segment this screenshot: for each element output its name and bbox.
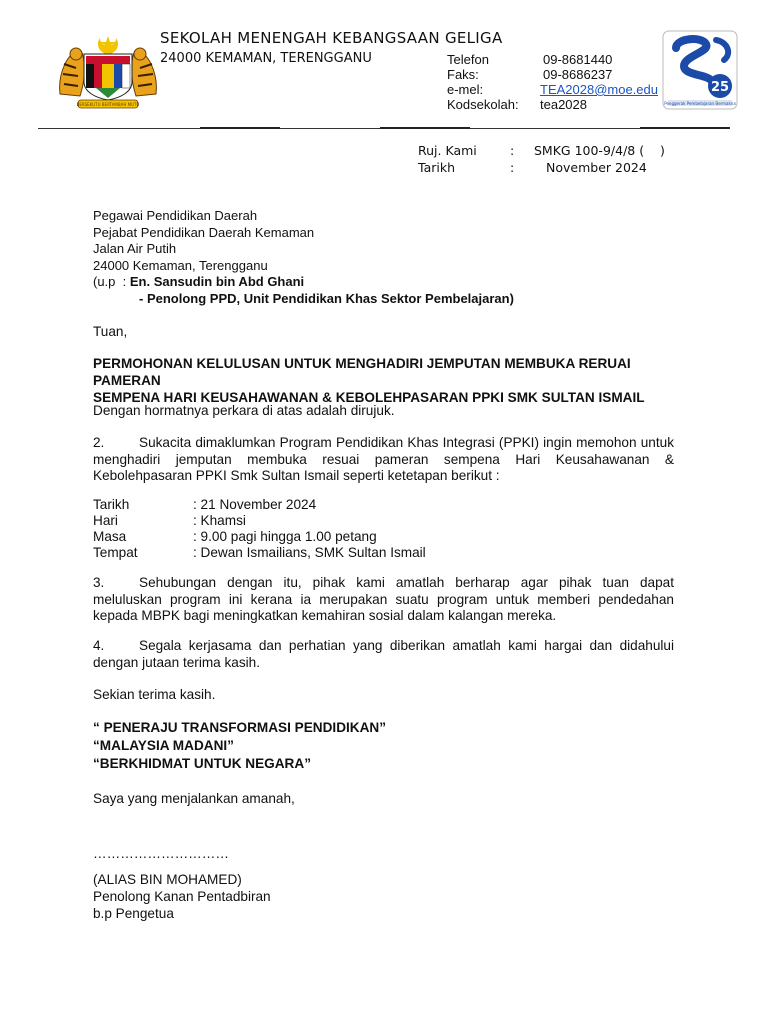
header-divider-accent <box>640 127 730 129</box>
date-separator: : <box>510 160 515 175</box>
detail-label: Tarikh <box>93 497 130 512</box>
paragraph-text: Segala kerjasama dan perhatian yang diberikan amatlah kami hargai dan didahului dengan jutaan terima kasih. <box>93 638 674 670</box>
contact-label-kodsekolah: Kodsekolah: <box>447 97 519 112</box>
contact-label-telefon: Telefon <box>447 52 489 67</box>
contact-value-telefon: 09-8681440 <box>543 52 613 67</box>
recipient-line: 24000 Kemaman, Terengganu <box>93 257 268 273</box>
date-value: November 2024 <box>546 160 647 175</box>
paragraph-number: 2. <box>93 435 105 450</box>
signature-dots: ………………………… <box>93 846 229 861</box>
contact-value-kodsekolah: tea2028 <box>540 97 587 112</box>
attention-line <box>93 274 514 291</box>
email-link[interactable]: TEA2028@moe.edu <box>540 82 658 97</box>
signatory-behalf: b.p Pengetua <box>93 906 174 921</box>
slogan-line: “MALAYSIA MADANI” <box>93 738 234 753</box>
school-name: SEKOLAH MENENGAH KEBANGSAAN GELIGA <box>160 29 503 47</box>
paragraph-number: 3. <box>93 575 105 590</box>
signature-block <box>93 871 271 922</box>
crest-motto: BERSEKUTU BERTAMBAH MUTU <box>76 102 140 107</box>
recipient-line: Pegawai Pendidikan Daerah <box>93 208 258 223</box>
slogan-line: “BERKHIDMAT UNTUK NEGARA” <box>93 756 311 771</box>
detail-row <box>93 497 426 513</box>
detail-label: Masa <box>93 529 127 544</box>
detail-value: : Khamsi <box>193 513 246 528</box>
subject-line: SEMPENA HARI KEUSAHAWANAN & KEBOLEHPASARAN PPKI SMK SULTAN ISMAIL <box>93 390 645 405</box>
recipient-line: Jalan Air Putih <box>93 241 177 256</box>
slogans <box>93 719 386 773</box>
contact-label-email: e-mel: <box>447 82 484 97</box>
ref-label: Ruj. Kami <box>418 143 477 158</box>
ref-value: SMKG 100-9/4/8 ( ) <box>534 143 665 158</box>
detail-label: Tempat <box>93 545 138 560</box>
paragraph-2 <box>93 435 674 485</box>
recipient-line: Pejabat Pendidikan Daerah Kemaman <box>93 224 315 240</box>
detail-value: : 21 November 2024 <box>193 497 317 512</box>
subject-line: PERMOHONAN KELULUSAN UNTUK MENGHADIRI JEMPUTAN MEMBUKA RERUAI PAMERAN <box>93 356 631 388</box>
detail-row <box>93 529 426 545</box>
slogan-line: “ PENERAJU TRANSFORMASI PENDIDIKAN” <box>93 720 387 735</box>
detail-value: : 9.00 pagi hingga 1.00 petang <box>193 529 377 544</box>
date-label: Tarikh <box>418 160 455 175</box>
contact-label-faks: Faks: <box>447 67 479 82</box>
school-address: 24000 KEMAMAN, TERENGGANU <box>160 51 372 66</box>
attention-name: En. Sansudin bin Abd Ghani <box>129 274 305 289</box>
letter-subject <box>93 355 674 406</box>
paragraph-text: Sukacita dimaklumkan Program Pendidikan Khas Integrasi (PPKI) ingin memohon untuk menghadiri jemputan membuka resuai pameran sempena Hari Keusahawanan & Kebolehpasaran PPKI Smk Sultan Ismail seperti ketetapan berikut : <box>93 435 674 483</box>
state-crest-logo <box>56 34 160 110</box>
contact-value-faks: 09-8686237 <box>543 67 613 82</box>
ref-separator: : <box>510 143 515 158</box>
salutation: Tuan, <box>93 324 128 339</box>
trust-line: Saya yang menjalankan amanah, <box>93 791 295 806</box>
attention-prefix: (u.p : <box>93 274 130 289</box>
event-details <box>93 497 426 561</box>
detail-value: : Dewan Ismailians, SMK Sultan Ismail <box>193 545 426 560</box>
signatory-name: (ALIAS BIN MOHAMED) <box>93 872 242 887</box>
opening-line: Dengan hormatnya perkara di atas adalah dirujuk. <box>93 403 395 418</box>
header-divider-accent <box>380 127 470 129</box>
detail-row <box>93 545 426 561</box>
signatory-title: Penolong Kanan Pentadbiran <box>93 889 271 904</box>
closing-line: Sekian terima kasih. <box>93 687 216 702</box>
paragraph-number: 4. <box>93 638 105 653</box>
school-25th-anniversary-logo <box>662 30 738 110</box>
attention-position: - Penolong PPD, Unit Pendidikan Khas Sektor Pembelajaran) <box>139 290 514 306</box>
paragraph-text: Sehubungan dengan itu, pihak kami amatlah berharap agar pihak tuan dapat meluluskan program ini kerana ia merupakan suatu program untuk memberi pendedahan kepada MBPK bagi meningkatkan kemahiran sosial dalam kalangan mereka. <box>93 575 674 623</box>
paragraph-4 <box>93 638 674 671</box>
detail-label: Hari <box>93 513 118 528</box>
detail-row <box>93 513 426 529</box>
logo-badge-number: 25 <box>710 80 730 95</box>
logo-caption: Penggerak Pembelajaran Bermakna <box>664 101 736 106</box>
paragraph-3 <box>93 575 674 625</box>
recipient-address <box>93 208 514 307</box>
header-divider-accent <box>200 127 280 129</box>
